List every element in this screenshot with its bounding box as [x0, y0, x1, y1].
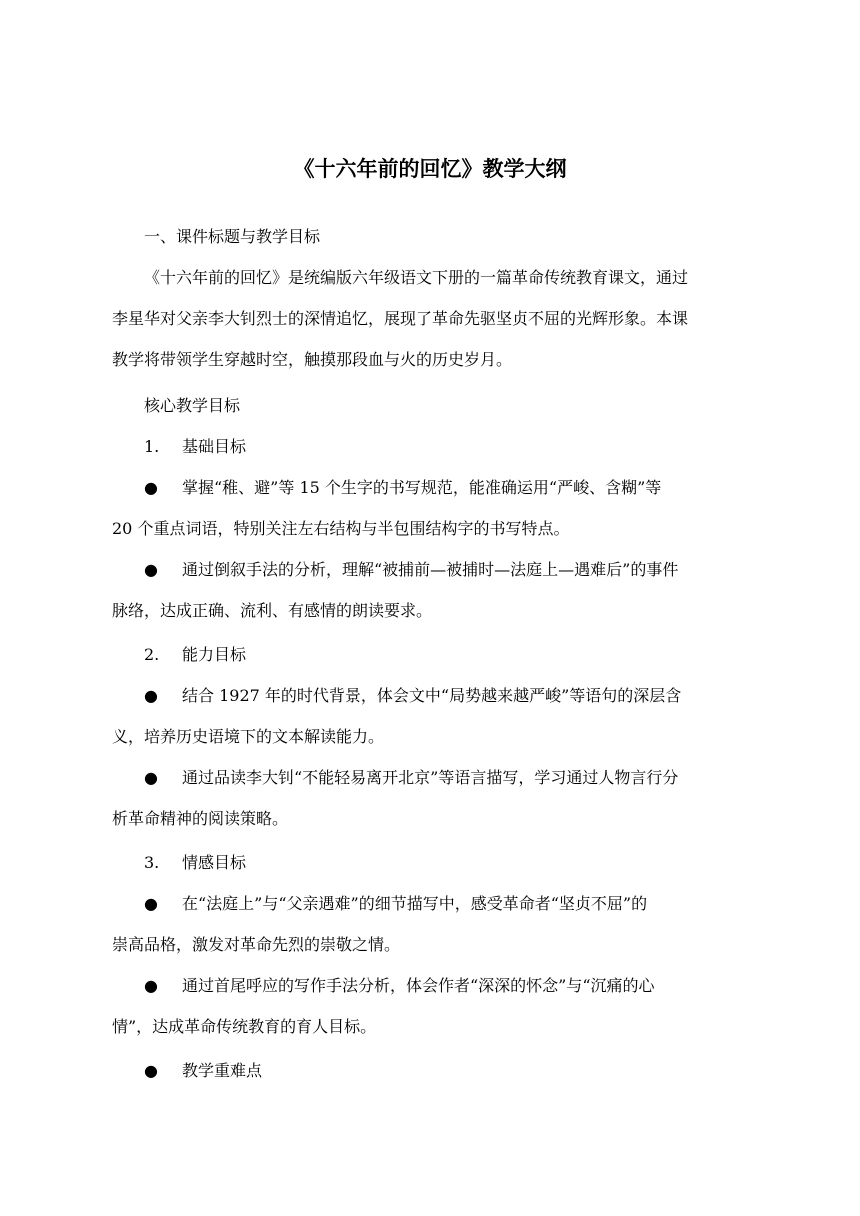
goal-label: 能力目标	[182, 645, 247, 664]
bullet-item	[144, 1059, 784, 1083]
bullet-item	[144, 684, 784, 708]
document-title: 《十六年前的回忆》教学大纲	[293, 157, 567, 181]
goal-number: 1.	[144, 437, 160, 456]
bullet-icon: ●	[144, 686, 158, 705]
goal-number: 3.	[144, 853, 160, 872]
bullet-text: 在“法庭上”与“父亲遇难”的细节描写中，感受革命者“坚贞不屈”的	[182, 894, 648, 913]
bullet-item	[144, 766, 784, 790]
goal-heading	[144, 851, 784, 875]
bullet-icon: ●	[144, 560, 158, 579]
bullet-icon: ●	[144, 478, 158, 497]
section-heading: 一、课件标题与教学目标	[144, 227, 321, 246]
bullet-text: 通过首尾呼应的写作手法分析，体会作者“深深的怀念”与“沉痛的心	[182, 976, 655, 995]
bullet-item	[144, 892, 784, 916]
bullet-icon: ●	[144, 768, 158, 787]
goal-label: 基础目标	[182, 437, 247, 456]
bullet-icon: ●	[144, 1061, 158, 1080]
bullet-text: 教学重难点	[182, 1061, 263, 1080]
bullet-text: 通过倒叙手法的分析，理解“被捕前—被捕时—法庭上—遇难后”的事件	[182, 560, 679, 579]
goal-heading	[144, 643, 784, 667]
bullet-item	[144, 558, 784, 582]
bullet-icon: ●	[144, 976, 158, 995]
intro-paragraph-line: 李星华对父亲李大钊烈士的深情追忆，展现了革命先驱坚贞不屈的光辉形象。本课	[112, 309, 689, 328]
bullet-icon: ●	[144, 894, 158, 913]
bullet-text-continuation: 20 个重点词语，特别关注左右结构与半包围结构字的书写特点。	[112, 519, 570, 538]
goal-label: 情感目标	[182, 853, 247, 872]
bullet-text-continuation: 析革命精神的阅读策略。	[112, 809, 289, 828]
bullet-text: 通过品读李大钊“不能轻易离开北京”等语言描写，学习通过人物言行分	[182, 768, 679, 787]
goal-number: 2.	[144, 645, 160, 664]
bullet-text-continuation: 崇高品格，激发对革命先烈的崇敬之情。	[112, 935, 401, 954]
bullet-item	[144, 476, 784, 500]
bullet-text-continuation: 脉络，达成正确、流利、有感情的朗读要求。	[112, 601, 433, 620]
intro-paragraph-line: 教学将带领学生穿越时空，触摸那段血与火的历史岁月。	[112, 350, 513, 369]
bullet-text: 掌握“稚、避”等 15 个生字的书写规范，能准确运用“严峻、含糊”等	[182, 478, 662, 497]
bullet-text-continuation: 情”，达成革命传统教育的育人目标。	[112, 1017, 377, 1036]
bullet-text: 结合 1927 年的时代背景，体会文中“局势越来越严峻”等语句的深层含	[182, 686, 682, 705]
bullet-item	[144, 974, 784, 998]
intro-paragraph-line: 《十六年前的回忆》是统编版六年级语文下册的一篇革命传统教育课文，通过	[144, 268, 689, 287]
bullet-text-continuation: 义，培养历史语境下的文本解读能力。	[112, 727, 385, 746]
core-goals-heading: 核心教学目标	[144, 396, 241, 415]
goal-heading	[144, 435, 784, 459]
